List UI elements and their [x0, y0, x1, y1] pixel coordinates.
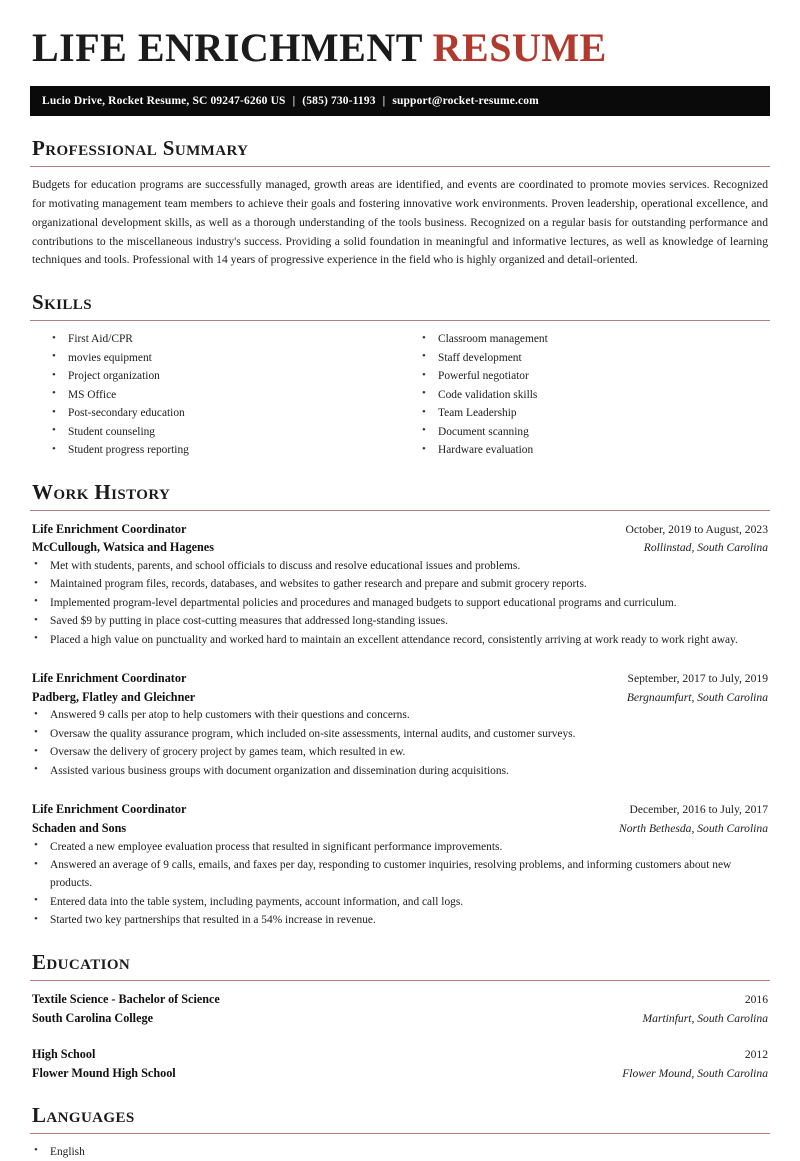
section-education [30, 951, 770, 1083]
job-bullet: • Met with students, parents, and school officials to discuss and resolve educational issues and problems. [30, 557, 770, 575]
section-title-education: Education [32, 949, 131, 974]
job-title-row [32, 669, 768, 688]
job-bullet: • Oversaw the quality assurance program, which included on-site assessments, internal audits, and customer surveys. [30, 725, 770, 743]
job-title: Life Enrichment Coordinator [32, 802, 187, 817]
section-divider-work-history [30, 510, 770, 511]
education-entry [30, 1045, 770, 1083]
resume-name-primary: LIFE ENRICHMENT [32, 25, 433, 70]
work-history-entry [30, 520, 770, 650]
education-school-row [32, 1009, 768, 1028]
summary-text: Budgets for education programs are successfully managed, growth areas are identified, and events are coordinated to promote movies services. Recognized for motivating management team members to achieve their goals and fostering innovative work environments. Proven leadership, operational excellence, and organizational development skills, as well as a thorough understanding of the tools business. Recognized on a regular basis for outstanding performance and contributions to the miscellaneous industry's success. Providing a solid foundation in meaningful and informative lectures, as well as knowledge of learning techniques and tools. Professional with 14 years of progressive experience in the field who is highly organized and detail-oriented. [32, 178, 768, 267]
education-degree: High School [32, 1046, 96, 1061]
education-school-row [32, 1064, 768, 1083]
section-title-work-history: Work History [32, 479, 171, 504]
language-item: • English [30, 1143, 770, 1161]
skill-item: • Document scanning [418, 423, 770, 441]
contact-separator-2: | [382, 95, 386, 108]
education-school: South Carolina College [32, 1010, 153, 1025]
education-year: 2016 [744, 992, 768, 1006]
skill-item: • Classroom management [418, 330, 770, 348]
skill-item: • Project organization [48, 367, 400, 385]
job-bullet: • Oversaw the delivery of grocery project by games team, which resulted in ew. [30, 743, 770, 761]
job-company-row [32, 538, 768, 557]
section-work-history [30, 481, 770, 930]
job-date: October, 2019 to August, 2023 [625, 522, 768, 536]
job-title-row [32, 800, 768, 819]
education-list [30, 990, 770, 1083]
job-bullet-list [30, 706, 770, 780]
skills-columns [30, 330, 770, 459]
job-date: September, 2017 to July, 2019 [627, 672, 768, 686]
education-entry [30, 990, 770, 1028]
job-date: December, 2016 to July, 2017 [629, 803, 768, 817]
skill-item: • Hardware evaluation [418, 441, 770, 459]
education-location: Flower Mound, South Carolina [622, 1066, 768, 1080]
job-bullet: • Created a new employee evaluation process that resulted in significant performance improvements. [30, 838, 770, 856]
job-title-row [32, 520, 768, 539]
section-title-summary: Professional Summary [32, 136, 249, 161]
education-degree: Textile Science - Bachelor of Science [32, 991, 220, 1006]
resume-name-heading [32, 26, 770, 69]
job-location: North Bethesda, South Carolina [618, 821, 768, 835]
section-divider-education [30, 980, 770, 981]
work-history-list [30, 520, 770, 930]
languages-list [30, 1143, 770, 1161]
work-history-entry [30, 669, 770, 780]
skill-item: • Student counseling [48, 423, 400, 441]
contact-bar [30, 86, 770, 116]
skill-item: • First Aid/CPR [48, 330, 400, 348]
job-company-row [32, 688, 768, 707]
section-divider-skills [30, 320, 770, 321]
section-languages [30, 1104, 770, 1161]
job-company: Schaden and Sons [32, 820, 127, 835]
section-skills [30, 291, 770, 459]
skill-item: • Student progress reporting [48, 441, 400, 459]
job-bullet: • Assisted various business groups with document organization and dissemination during acquisitions. [30, 762, 770, 780]
work-history-entry [30, 800, 770, 930]
job-company-row [32, 819, 768, 838]
section-divider-summary [30, 166, 770, 167]
skill-item: • Staff development [418, 349, 770, 367]
education-year: 2012 [744, 1047, 768, 1061]
section-divider-languages [30, 1133, 770, 1134]
job-bullet: • Started two key partnerships that resulted in a 54% increase in revenue. [30, 911, 770, 929]
job-title: Life Enrichment Coordinator [32, 521, 187, 536]
skills-list-right [418, 330, 770, 459]
job-bullet: • Saved $9 by putting in place cost-cutting measures that addressed long-standing issues. [30, 612, 770, 630]
skills-list-left [48, 330, 400, 459]
education-location: Martinfurt, South Carolina [642, 1011, 768, 1025]
education-degree-row [32, 990, 768, 1009]
job-location: Rollinstad, South Carolina [643, 541, 768, 555]
job-bullet: • Answered an average of 9 calls, emails, and faxes per day, responding to customer inquiries, resolving problems, and informing customers about new products. [30, 856, 770, 893]
skill-item: • movies equipment [48, 349, 400, 367]
contact-separator-1: | [292, 95, 296, 108]
job-bullet-list [30, 557, 770, 649]
job-company: Padberg, Flatley and Gleichner [32, 689, 196, 704]
skill-item: • Post-secondary education [48, 404, 400, 422]
job-location: Bergnaumfurt, South Carolina [626, 690, 768, 704]
skill-item: • Team Leadership [418, 404, 770, 422]
skills-column-left [30, 330, 400, 459]
education-school: Flower Mound High School [32, 1065, 176, 1080]
education-degree-row [32, 1045, 768, 1064]
skill-item: • MS Office [48, 386, 400, 404]
section-professional-summary [30, 137, 770, 270]
job-company: McCullough, Watsica and Hagenes [32, 540, 214, 555]
job-bullet-list [30, 838, 770, 930]
contact-email[interactable]: support@rocket-resume.com [392, 95, 539, 108]
skill-item: • Powerful negotiator [418, 367, 770, 385]
skills-column-right [400, 330, 770, 459]
job-bullet: • Maintained program files, records, databases, and websites to gather research and prepare and submit grocery reports. [30, 575, 770, 593]
contact-address: Lucio Drive, Rocket Resume, SC 09247-6260 US [42, 95, 286, 108]
job-title: Life Enrichment Coordinator [32, 671, 187, 686]
job-bullet: • Implemented program-level departmental policies and procedures and managed budgets to support educational programs and curriculum. [30, 594, 770, 612]
section-title-languages: Languages [32, 1102, 135, 1127]
contact-phone[interactable]: (585) 730-1193 [302, 95, 376, 108]
resume-name-accent: RESUME [432, 25, 607, 70]
job-bullet: • Entered data into the table system, including payments, account information, and call logs. [30, 893, 770, 911]
job-bullet: • Placed a high value on punctuality and worked hard to maintain an excellent attendance record, consistently arriving at work ready to work right away. [30, 631, 770, 649]
section-title-skills: Skills [32, 290, 92, 315]
job-bullet: • Answered 9 calls per atop to help customers with their questions and concerns. [30, 706, 770, 724]
skill-item: • Code validation skills [418, 386, 770, 404]
